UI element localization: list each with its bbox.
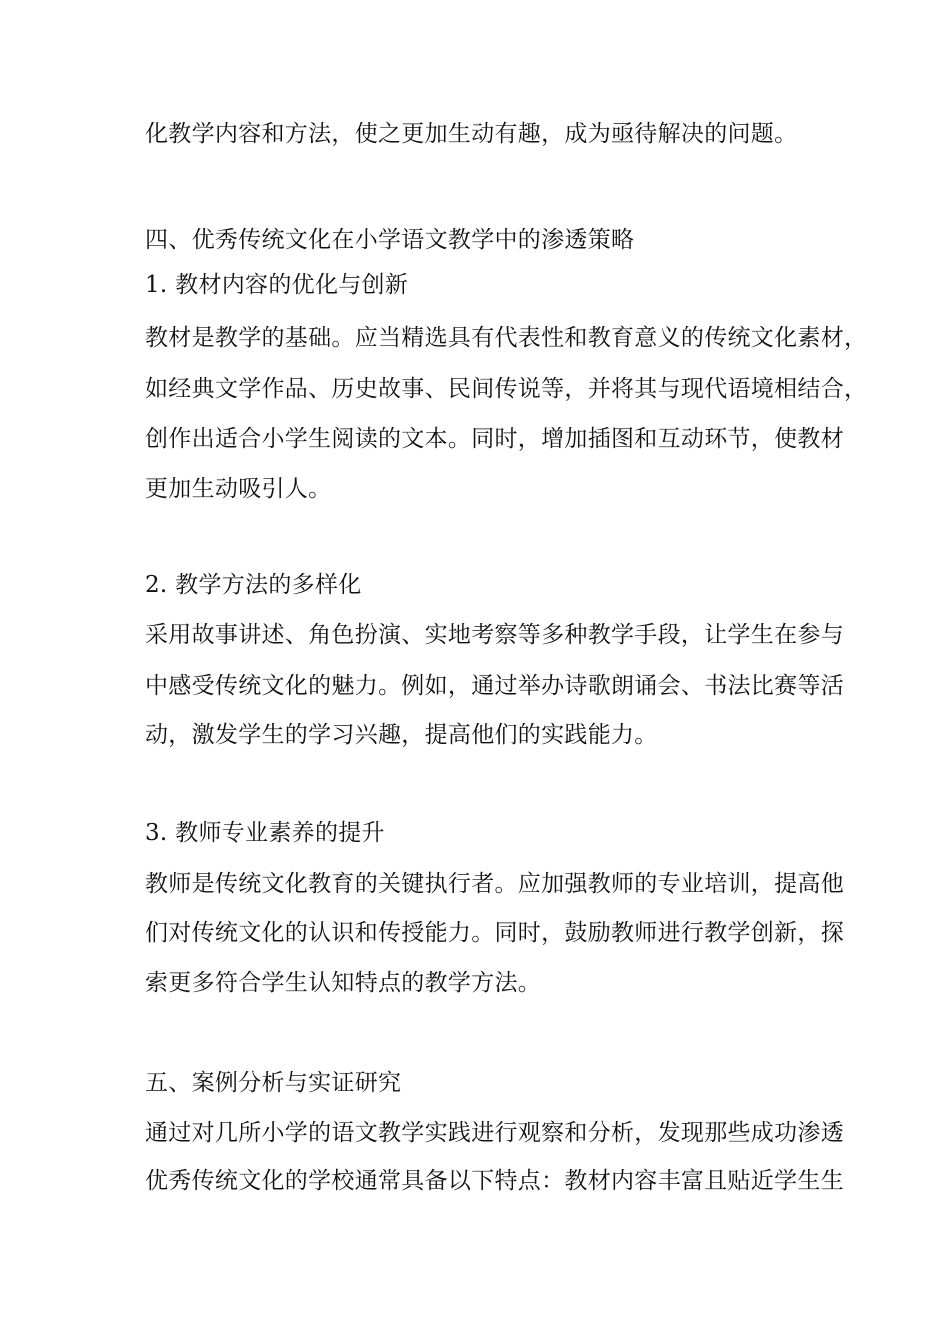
paragraph-line: 教师是传统文化教育的关键执行者。应加强教师的专业培训，提高他 <box>145 871 844 897</box>
paragraph-line: 们对传统文化的认识和传授能力。同时，鼓励教师进行教学创新，探 <box>145 920 844 946</box>
paragraph-line: 教材是教学的基础。应当精选具有代表性和教育意义的传统文化素材， <box>145 325 868 351</box>
paragraph-line: 中感受传统文化的魅力。例如，通过举办诗歌朗诵会、书法比赛等活 <box>145 673 844 699</box>
subsection-3-title: 3. 教师专业素养的提升 <box>145 820 385 846</box>
paragraph-line: 如经典文学作品、历史故事、民间传说等，并将其与现代语境相结合， <box>145 376 868 402</box>
paragraph-line: 通过对几所小学的语文教学实践进行观察和分析，发现那些成功渗透 <box>145 1120 844 1146</box>
intro-line: 化教学内容和方法，使之更加生动有趣，成为亟待解决的问题。 <box>145 121 798 147</box>
subsection-1-title: 1. 教材内容的优化与创新 <box>145 272 409 298</box>
paragraph-line: 动，激发学生的学习兴趣，提高他们的实践能力。 <box>145 722 658 748</box>
paragraph-line: 更加生动吸引人。 <box>145 476 332 502</box>
paragraph-line: 创作出适合小学生阅读的文本。同时，增加插图和互动环节，使教材 <box>145 426 844 452</box>
paragraph-line: 索更多符合学生认知特点的教学方法。 <box>145 970 542 996</box>
paragraph-line: 优秀传统文化的学校通常具备以下特点：教材内容丰富且贴近学生生 <box>145 1168 844 1194</box>
section-5-heading: 五、案例分析与实证研究 <box>145 1070 402 1096</box>
subsection-2-title: 2. 教学方法的多样化 <box>145 572 362 598</box>
section-4-heading: 四、优秀传统文化在小学语文教学中的渗透策略 <box>145 227 635 253</box>
paragraph-line: 采用故事讲述、角色扮演、实地考察等多种教学手段，让学生在参与 <box>145 622 844 648</box>
